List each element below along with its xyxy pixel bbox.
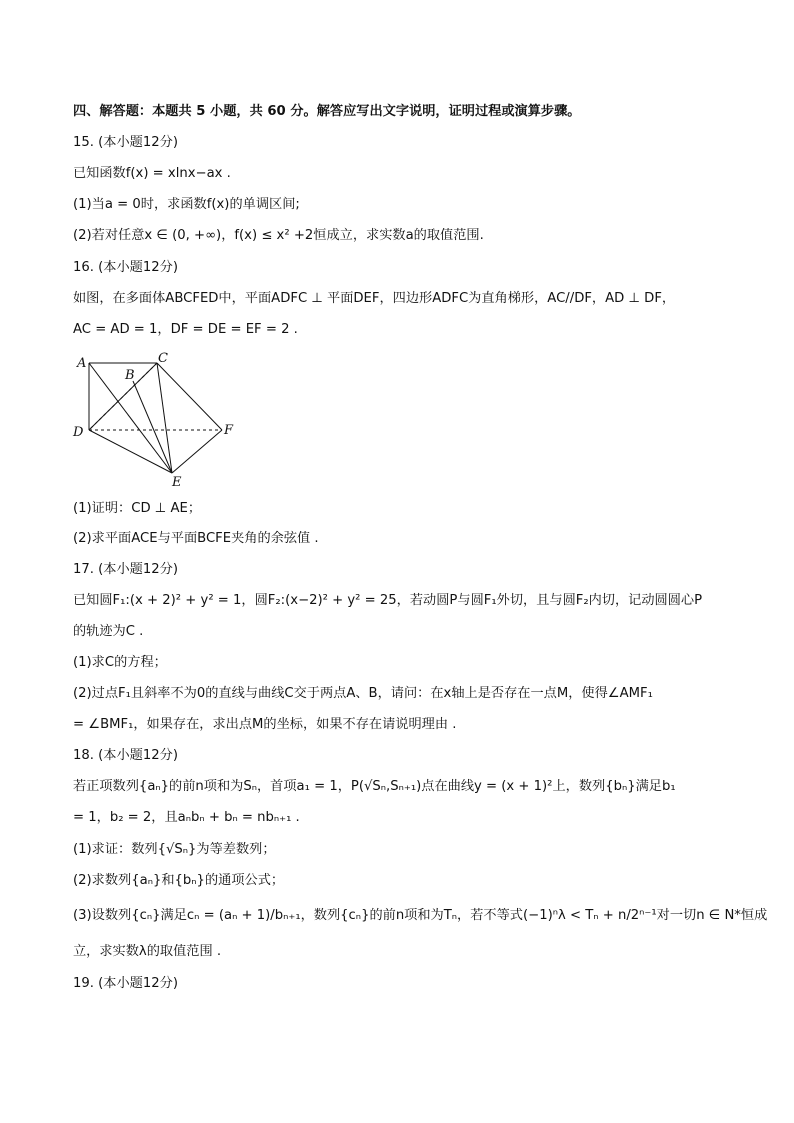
q17-stem-line2: 的轨迹为C .	[73, 624, 144, 639]
label-d: D	[73, 425, 84, 440]
q18-part1: (1)求证：数列{√Sₙ}为等差数列；	[73, 842, 276, 857]
section-header: 四、解答题：本题共 5 小题，共 60 分。解答应写出文字说明，证明过程或演算步骤。	[73, 104, 581, 119]
q15-title: 15. (本小题12分)	[73, 135, 178, 150]
label-e: E	[172, 475, 182, 490]
q18-part3-line1: (3)设数列{cₙ}满足cₙ = (aₙ + 1)/bₙ₊₁，数列{cₙ}的前n项和为Tₙ，若不等式(−1)ⁿλ < Tₙ + n/2ⁿ⁻¹对一切n ∈ N*恒成	[73, 908, 768, 923]
q17-stem-line1: 已知圆F₁:(x + 2)² + y² = 1，圆F₂:(x−2)² + y² = 25，若动圆P与圆F₁外切，且与圆F₂内切，记动圆圆心P	[73, 593, 703, 608]
q19-title: 19. (本小题12分)	[73, 976, 178, 991]
polyhedron-figure	[70, 350, 240, 490]
q17-part2-line1: (2)过点F₁且斜率不为0的直线与曲线C交于两点A、B，请问：在x轴上是否存在一点M，使得∠AMF₁	[73, 686, 653, 701]
label-a: A	[77, 356, 87, 371]
q16-title: 16. (本小题12分)	[73, 260, 178, 275]
q15-stem: 已知函数f(x) = xlnx−ax .	[73, 166, 231, 181]
label-f: F	[224, 423, 234, 438]
q17-part2-line2: = ∠BMF₁，如果存在，求出点M的坐标，如果不存在请说明理由 .	[73, 717, 457, 732]
edge-de	[89, 430, 172, 473]
q18-part2: (2)求数列{aₙ}和{bₙ}的通项公式；	[73, 873, 285, 888]
q17-title: 17. (本小题12分)	[73, 562, 178, 577]
edge-ef	[172, 430, 222, 473]
q17-part1: (1)求C的方程；	[73, 655, 167, 670]
edge-cf	[157, 363, 222, 430]
q15-part2: (2)若对任意x ∈ (0, +∞)，f(x) ≤ x² +2恒成立，求实数a的取值范围.	[73, 228, 484, 243]
q18-stem-line1: 若正项数列{aₙ}的前n项和为Sₙ，首项a₁ = 1，P(√Sₙ,Sₙ₊₁)点在曲线y = (x + 1)²上，数列{bₙ}满足b₁	[73, 779, 676, 794]
q16-part2: (2)求平面ACE与平面BCFE夹角的余弦值 .	[73, 531, 319, 546]
q16-stem-line2: AC = AD = 1，DF = DE = EF = 2 .	[73, 322, 298, 337]
q16-stem-line1: 如图，在多面体ABCFED中，平面ADFC ⊥ 平面DEF，四边形ADFC为直角梯形，AC//DF，AD ⊥ DF，	[73, 291, 676, 306]
label-b: B	[125, 368, 135, 383]
label-c: C	[158, 351, 168, 366]
q18-part3-line2: 立，求实数λ的取值范围 .	[73, 944, 222, 959]
q18-stem-line2: = 1，b₂ = 2，且aₙbₙ + bₙ = nbₙ₊₁ .	[73, 810, 300, 825]
q16-part1: (1)证明：CD ⊥ AE；	[73, 501, 202, 516]
q18-title: 18. (本小题12分)	[73, 748, 178, 763]
q15-part1: (1)当a = 0时，求函数f(x)的单调区间;	[73, 197, 300, 212]
